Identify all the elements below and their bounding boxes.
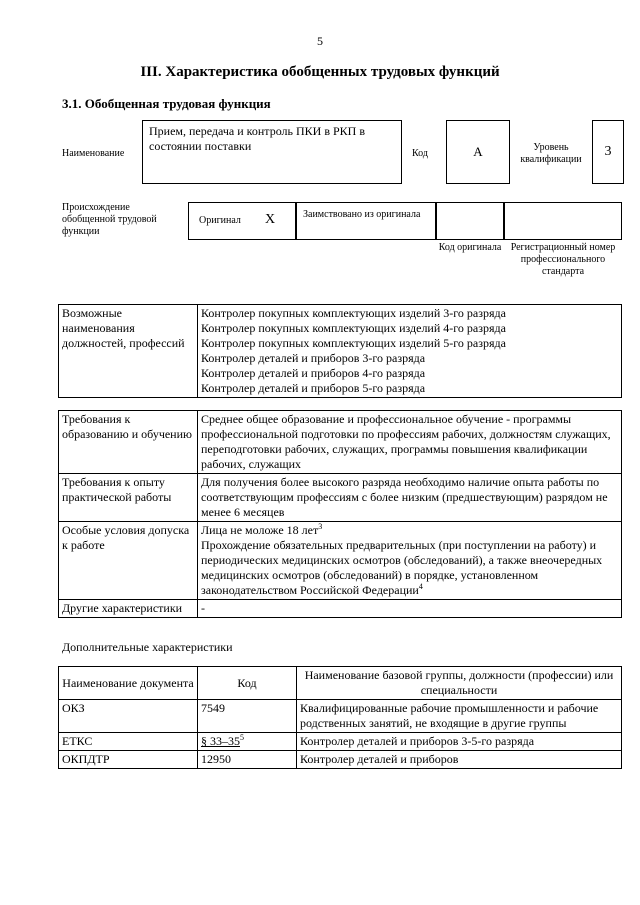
table-row <box>59 600 622 618</box>
footnote-5: 5 <box>240 733 244 742</box>
row-code-cell <box>198 733 297 751</box>
table-row <box>59 700 622 733</box>
footnote-4: 4 <box>418 582 423 591</box>
row-code: § 33–35 <box>201 734 240 748</box>
original-label: Оригинал <box>199 215 241 226</box>
table-row <box>59 751 622 769</box>
origin-label: Происхождение обобщенной трудовой функции <box>62 202 157 237</box>
row-doc: ОКПДТР <box>59 751 198 769</box>
table-row <box>59 667 622 700</box>
original-box <box>188 202 296 240</box>
row-doc: ЕТКС <box>59 733 198 751</box>
education-value: Среднее общее образование и профессиональное обучение - программы профессиональной подготовки по профессиям рабочих, должностям служащих, переподготовки рабочих, служащих, программы повышения квалификации рабочих, служащих <box>198 411 622 474</box>
special-value <box>198 522 622 600</box>
special-line2: Прохождение обязательных предварительных (при поступлении на работу) и периодических медицинских осмотров (обследований), а также внеочередных медицинских осмотров (обследований) в порядке, установленном законодательством Российской Федерации <box>201 538 603 597</box>
code-value-box <box>446 120 510 184</box>
name-label: Наименование <box>62 148 125 159</box>
row-code: 12950 <box>198 751 297 769</box>
positions-list <box>198 305 622 398</box>
special-label: Особые условия допуска к работе <box>59 522 198 600</box>
special-line1: Лица не моложе 18 лет <box>201 523 319 537</box>
page-number: 5 <box>317 34 323 48</box>
additional-title: Дополнительные характеристики <box>62 640 233 654</box>
level-value: 3 <box>604 144 612 159</box>
code-original-box <box>436 202 504 240</box>
table-row <box>59 305 622 398</box>
list-item: Контролер деталей и приборов 3-го разряда <box>201 351 426 365</box>
section-title: III. Характеристика обобщенных трудовых функций <box>140 64 500 80</box>
other-value: - <box>198 600 622 618</box>
experience-label: Требования к опыту практической работы <box>59 474 198 522</box>
reg-number-box <box>504 202 622 240</box>
borrowed-label: Заимствовано из оригинала <box>303 209 421 220</box>
function-name-value: Прием, передача и контроль ПКИ в РКП в состоянии поставки <box>149 124 366 153</box>
code-original-label: Код оригинала <box>438 242 502 253</box>
level-value-box <box>592 120 624 184</box>
table-row <box>59 411 622 474</box>
row-doc: ОКЗ <box>59 700 198 733</box>
experience-value: Для получения более высокого разряда необходимо наличие опыта работы по соответствующим профессиям с более низким (предшествующим) разрядом не менее 6 месяцев <box>198 474 622 522</box>
row-code: 7549 <box>198 700 297 733</box>
additional-table <box>58 666 622 769</box>
positions-table <box>58 304 622 398</box>
positions-label: Возможные наименования должностей, профессий <box>59 305 198 398</box>
row-name: Контролер деталей и приборов <box>297 751 622 769</box>
list-item: Контролер деталей и приборов 5-го разряда <box>201 381 426 395</box>
list-item: Контролер покупных комплектующих изделий 4-го разряда <box>201 321 506 335</box>
other-label: Другие характеристики <box>59 600 198 618</box>
subsection-title: 3.1. Обобщенная трудовая функция <box>62 96 271 111</box>
col-code-header: Код <box>198 667 297 700</box>
list-item: Контролер покупных комплектующих изделий 3-го разряда <box>201 306 506 320</box>
table-row <box>59 522 622 600</box>
reg-number-label: Регистрационный номер профессионального стандарта <box>510 242 616 277</box>
footnote-3: 3 <box>318 522 323 531</box>
list-item: Контролер покупных комплектующих изделий 5-го разряда <box>201 336 506 350</box>
table-row <box>59 474 622 522</box>
list-item: Контролер деталей и приборов 4-го разряда <box>201 366 426 380</box>
row-name: Квалифицированные рабочие промышленности и рабочие родственных занятий, не входящие в другие группы <box>297 700 622 733</box>
original-mark: X <box>265 212 276 227</box>
level-label: Уровень квалификации <box>520 142 582 165</box>
col-name-header: Наименование базовой группы, должности (профессии) или специальности <box>297 667 622 700</box>
function-name-box <box>142 120 402 184</box>
borrowed-box <box>296 202 436 240</box>
table-row <box>59 733 622 751</box>
col-doc-header: Наименование документа <box>59 667 198 700</box>
requirements-table <box>58 410 622 618</box>
code-value: A <box>473 144 483 159</box>
education-label: Требования к образованию и обучению <box>59 411 198 474</box>
row-name: Контролер деталей и приборов 3-5-го разряда <box>297 733 622 751</box>
code-label: Код <box>412 148 428 159</box>
